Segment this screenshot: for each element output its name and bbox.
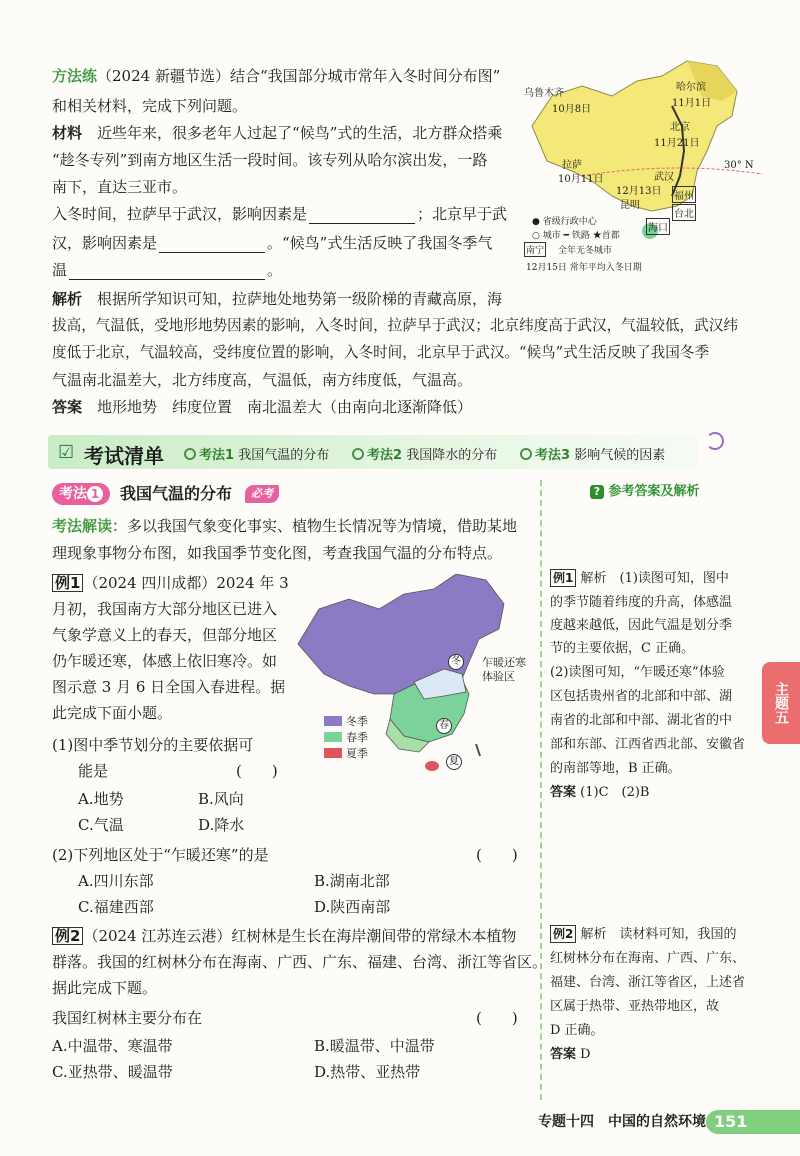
material-line-3: 南下，直达三亚市。 bbox=[52, 178, 188, 196]
map1-label-nanning: 南宁 bbox=[524, 242, 546, 257]
sidebar-ex2-answer-text: D bbox=[580, 1047, 591, 1062]
checklist-item-2-text: 我国降水的分布 bbox=[406, 448, 498, 463]
sidebar-ex1-answer bbox=[550, 782, 650, 804]
section-badge-num: 1 bbox=[87, 486, 103, 502]
checkbox-icon: ☑ bbox=[58, 442, 75, 463]
sidebar-ex2-line-0 bbox=[550, 924, 737, 946]
sidebar-ex1-line-4: (2)读图可知，“乍暖还寒”体验 bbox=[550, 665, 725, 680]
analysis-line-4: 气温南北温差大，北方纬度高，气温低，南方纬度低，气温高。 bbox=[52, 371, 473, 389]
section-badge bbox=[52, 483, 110, 505]
map2-legend bbox=[324, 714, 368, 762]
map2-legend-spring bbox=[324, 730, 368, 746]
answer-label: 答案 bbox=[52, 398, 83, 416]
checklist-item-1[interactable] bbox=[184, 444, 329, 463]
example1-line-2: 月初，我国南方大部分地区已进入 bbox=[52, 600, 278, 618]
material-line-2: “趁冬专列”到南方地区生活一段时间。该专列从哈尔滨出发，一路 bbox=[52, 151, 488, 169]
analysis-label: 解析 bbox=[52, 290, 83, 308]
sidebar-header-text: 参考答案及解析 bbox=[608, 484, 700, 499]
practice-title-line2: 和相关材料，完成下列问题。 bbox=[52, 97, 248, 115]
winter-onset-map bbox=[522, 56, 772, 276]
checklist-item-2[interactable] bbox=[352, 444, 497, 463]
analysis-line-2: 拔高，气温低，受地形地势因素的影响，入冬时间，拉萨早于武汉；北京纬度高于武汉，气温较低，武汉纬 bbox=[52, 317, 738, 334]
question-text-2b: 。“候鸟”式生活反映了我国冬季气 bbox=[267, 234, 493, 252]
intro-line-2: 理现象事物分布图，如我国季节变化图，考查我国气温的分布特点。 bbox=[52, 544, 503, 562]
practice-label: 方法练 bbox=[52, 67, 98, 85]
map1-caption: 12月15日 常年平均入冬日期 bbox=[526, 263, 642, 273]
example2-line-2: 群落。我国的红树林分布在海南、广西、广东、福建、台湾、浙江等省区。 bbox=[52, 953, 548, 971]
example1-q1-line-1: (1)图中季节划分的主要依据可 bbox=[52, 736, 254, 754]
map1-label-harbin: 哈尔滨 bbox=[676, 82, 706, 93]
example1-q1-line-2: 能是 bbox=[78, 762, 109, 780]
example2-option-b[interactable]: B.暖温带、中温带 bbox=[314, 1037, 435, 1055]
sidebar-ex2-line-1: 红树林分布在海南、广西、广东、 bbox=[550, 951, 746, 966]
example1-q1-option-d[interactable]: D.降水 bbox=[198, 816, 245, 834]
decor-swirl-icon bbox=[706, 432, 724, 450]
example1-line-5: 图示意 3 月 6 日全国入春进程。据 bbox=[52, 678, 286, 696]
question-text-2a: 汉，影响因素是 bbox=[52, 234, 158, 252]
sidebar-ex1-line-7: 部和东部、江西省西北部、安徽省 bbox=[550, 737, 746, 752]
sidebar-ex1-line-3: 节的主要依据，C 正确。 bbox=[550, 641, 695, 656]
question-line-3 bbox=[52, 260, 282, 280]
analysis-line-3: 度低于北京，气温较高，受纬度位置的影响，入冬时间，北京早于武汉。“候鸟”式生活反映了我国冬季 bbox=[52, 344, 710, 361]
swatch-spring bbox=[324, 732, 342, 742]
sidebar-ex1-line-2: 度越来越低，因此气温是划分季 bbox=[550, 618, 733, 633]
example2-option-c[interactable]: C.亚热带、暖温带 bbox=[52, 1063, 173, 1081]
example1-q1-paren[interactable]: ( ) bbox=[236, 762, 278, 780]
map1-label-beijing: 北京 bbox=[670, 122, 690, 133]
example1-line-4: 仍乍暖还寒，体感上依旧寒冷。如 bbox=[52, 652, 278, 670]
answer-blank-3[interactable] bbox=[69, 263, 265, 280]
map1-label-lhasa: 拉萨 bbox=[562, 160, 582, 171]
map1-label-date-1: 10月8日 bbox=[552, 104, 592, 115]
map2-mark-summer: 夏 bbox=[446, 754, 462, 770]
sidebar-ex1-answer-label: 答案 bbox=[550, 785, 577, 800]
question-text-3b: 。 bbox=[267, 261, 283, 279]
page-number: 151 bbox=[714, 1112, 748, 1131]
example2-line-1 bbox=[52, 926, 516, 946]
answer-blank-1[interactable] bbox=[309, 207, 415, 224]
map2-mark-winter: 冬 bbox=[448, 654, 464, 670]
legend-winter-label: 冬季 bbox=[346, 715, 368, 728]
sidebar-ex2-line-4: D 正确。 bbox=[550, 1023, 604, 1038]
intro-label: 考法解读： bbox=[52, 517, 128, 535]
question-text-1a: 入冬时间，拉萨早于武汉，影响因素是 bbox=[52, 205, 308, 223]
sidebar-ex1-line-8: 的南部等地，B 正确。 bbox=[550, 761, 681, 776]
theme-side-tab[interactable]: 主题五 bbox=[762, 662, 800, 744]
material-label: 材料 bbox=[52, 124, 83, 142]
map1-label-date-5: 12月13日 bbox=[616, 186, 662, 197]
swatch-winter bbox=[324, 716, 342, 726]
bullet-icon bbox=[352, 448, 364, 460]
example1-tag: 例1 bbox=[52, 574, 83, 592]
footer-chapter: 专题十四 中国的自然环境 bbox=[538, 1114, 706, 1130]
map1-label-date-4: 10月11日 bbox=[558, 174, 604, 185]
map1-label-date-3: 11月21日 bbox=[654, 138, 700, 149]
example2-option-d[interactable]: D.热带、亚热带 bbox=[314, 1063, 421, 1081]
checklist-bar bbox=[48, 435, 698, 469]
sidebar-ex1-line-5: 区包括贵州省的北部和中部、湖 bbox=[550, 689, 733, 704]
map1-legend-city: ○ 城市 ━ 铁路 ★首都 bbox=[532, 231, 620, 241]
material-line-1 bbox=[52, 123, 502, 143]
sidebar-header bbox=[590, 482, 700, 502]
example1-q2-option-d[interactable]: D.陕西南部 bbox=[314, 898, 391, 916]
footer-page-bar bbox=[706, 1110, 800, 1134]
map1-label-kunming: 昆明 bbox=[620, 200, 640, 211]
answer-text: 地形地势 纬度位置 南北温差大（由南向北逐渐降低） bbox=[97, 398, 473, 416]
map2-legend-winter bbox=[324, 714, 368, 730]
example1-q2-option-c[interactable]: C.福建西部 bbox=[78, 898, 154, 916]
map2-mark-spring: 春 bbox=[436, 718, 452, 734]
example2-line-3: 据此完成下题。 bbox=[52, 979, 158, 997]
example2-paren[interactable]: ( ) bbox=[476, 1009, 518, 1027]
example1-q1-option-c[interactable]: C.气温 bbox=[78, 816, 124, 834]
sidebar-ex2-tag: 例2 bbox=[550, 925, 576, 943]
analysis-text-1: 根据所学知识可知，拉萨地处地势第一级阶梯的青藏高原，海 bbox=[97, 290, 503, 308]
sidebar-ex1-line-6: 南省的北部和中部、湖北省的中 bbox=[550, 713, 733, 728]
example2-option-a[interactable]: A.中温带、寒温带 bbox=[52, 1037, 173, 1055]
material-text-1: 近些年来，很多老年人过起了“候鸟”式的生活，北方群众搭乘 bbox=[97, 124, 503, 142]
sidebar-ex2-text-0: 解析 读材料可知，我国的 bbox=[580, 927, 737, 942]
practice-title-text: （2024 新疆节选）结合“我国部分城市常年入冬时间分布图” bbox=[97, 67, 501, 85]
sidebar-ex1-answer-text: (1)C (2)B bbox=[580, 785, 650, 800]
example1-q1-option-a[interactable]: A.地势 bbox=[78, 790, 124, 808]
map1-legend-capital: ● 省级行政中心 bbox=[532, 217, 597, 227]
question-text-1b: ；北京早于武 bbox=[417, 205, 508, 223]
map1-label-wuhan: 武汉 bbox=[654, 172, 674, 183]
swatch-summer bbox=[324, 748, 342, 758]
answer-blank-2[interactable] bbox=[159, 236, 265, 253]
checklist-item-3[interactable] bbox=[520, 444, 665, 463]
example1-line-1 bbox=[52, 573, 289, 593]
question-line-2 bbox=[52, 233, 492, 253]
bullet-icon bbox=[184, 448, 196, 460]
question-line-1 bbox=[52, 204, 507, 224]
spring-onset-map bbox=[294, 574, 534, 824]
example1-q2-paren[interactable]: ( ) bbox=[476, 846, 518, 864]
sidebar-ex2-line-2: 福建、台湾、浙江等省区，上述省 bbox=[550, 975, 746, 990]
key-icon: ? bbox=[590, 485, 604, 499]
intro-line-1 bbox=[52, 516, 517, 536]
map1-label-haikou: 海口 bbox=[646, 218, 670, 235]
map1-label-lat30: 30° N bbox=[724, 160, 754, 171]
sidebar-ex1-line-1: 的季节随着纬度的升高，体感温 bbox=[550, 595, 733, 610]
map2-callout: 乍暖还寒体验区 bbox=[482, 656, 526, 683]
sidebar-ex2-line-3: 区属于热带、亚热带地区，故 bbox=[550, 999, 720, 1014]
map1-label-fuzhou: 福州 bbox=[672, 186, 696, 203]
checklist-item-3-text: 影响气候的因素 bbox=[574, 448, 666, 463]
legend-spring-label: 春季 bbox=[346, 731, 368, 744]
question-text-3a: 温 bbox=[52, 261, 68, 279]
example1-q1-option-b[interactable]: B.风向 bbox=[198, 790, 244, 808]
example1-q2: (2)下列地区处于“乍暖还寒”的是 bbox=[52, 846, 269, 864]
map1-legend-nowinter: 全年无冬城市 bbox=[558, 246, 613, 256]
checklist-item-1-tag: 考法1 bbox=[199, 448, 235, 463]
example1-text-1: （2024 四川成都）2024 年 3 bbox=[83, 574, 289, 592]
section-title: 我国气温的分布 bbox=[120, 484, 233, 503]
china-map-2 bbox=[294, 574, 534, 824]
map1-label-date-2: 11月1日 bbox=[672, 98, 712, 109]
checklist-item-1-text: 我国气温的分布 bbox=[238, 448, 330, 463]
sidebar-ex2-answer-label: 答案 bbox=[550, 1047, 577, 1062]
example1-q2-option-a[interactable]: A.四川东部 bbox=[78, 872, 154, 890]
checklist-item-3-tag: 考法3 bbox=[535, 448, 571, 463]
sidebar-ex2-answer bbox=[550, 1044, 591, 1066]
bullet-icon bbox=[520, 448, 532, 460]
sidebar-ex1-line-0 bbox=[550, 568, 729, 590]
example2-question: 我国红树林主要分布在 bbox=[52, 1009, 203, 1027]
intro-text-1: 多以我国气象变化事实、植物生长情况等为情境，借助某地 bbox=[127, 517, 518, 535]
example1-q2-option-b[interactable]: B.湖南北部 bbox=[314, 872, 390, 890]
must-tag: 必考 bbox=[245, 485, 279, 503]
example1-line-6: 此完成下面小题。 bbox=[52, 704, 173, 722]
answer-line bbox=[52, 397, 472, 417]
example2-text-1: （2024 江苏连云港）红树林是生长在海岸潮间带的常绿木本植物 bbox=[83, 927, 517, 945]
checklist-title: 考试清单 bbox=[84, 444, 164, 468]
map1-label-taipei: 台北 bbox=[672, 204, 696, 221]
analysis-line-1 bbox=[52, 289, 502, 309]
legend-summer-label: 夏季 bbox=[346, 747, 368, 760]
practice-title bbox=[52, 66, 500, 86]
example2-tag: 例2 bbox=[52, 927, 83, 945]
sidebar-ex1-tag: 例1 bbox=[550, 569, 576, 587]
map2-legend-summer bbox=[324, 746, 368, 762]
example1-line-3: 气象学意义上的春天，但部分地区 bbox=[52, 626, 278, 644]
map1-label-urumqi: 乌鲁木齐 bbox=[524, 88, 564, 99]
checklist-item-2-tag: 考法2 bbox=[367, 448, 403, 463]
sidebar-ex1-text-0: 解析 (1)读图可知，图中 bbox=[580, 571, 729, 586]
section-badge-text: 考法 bbox=[59, 486, 87, 502]
